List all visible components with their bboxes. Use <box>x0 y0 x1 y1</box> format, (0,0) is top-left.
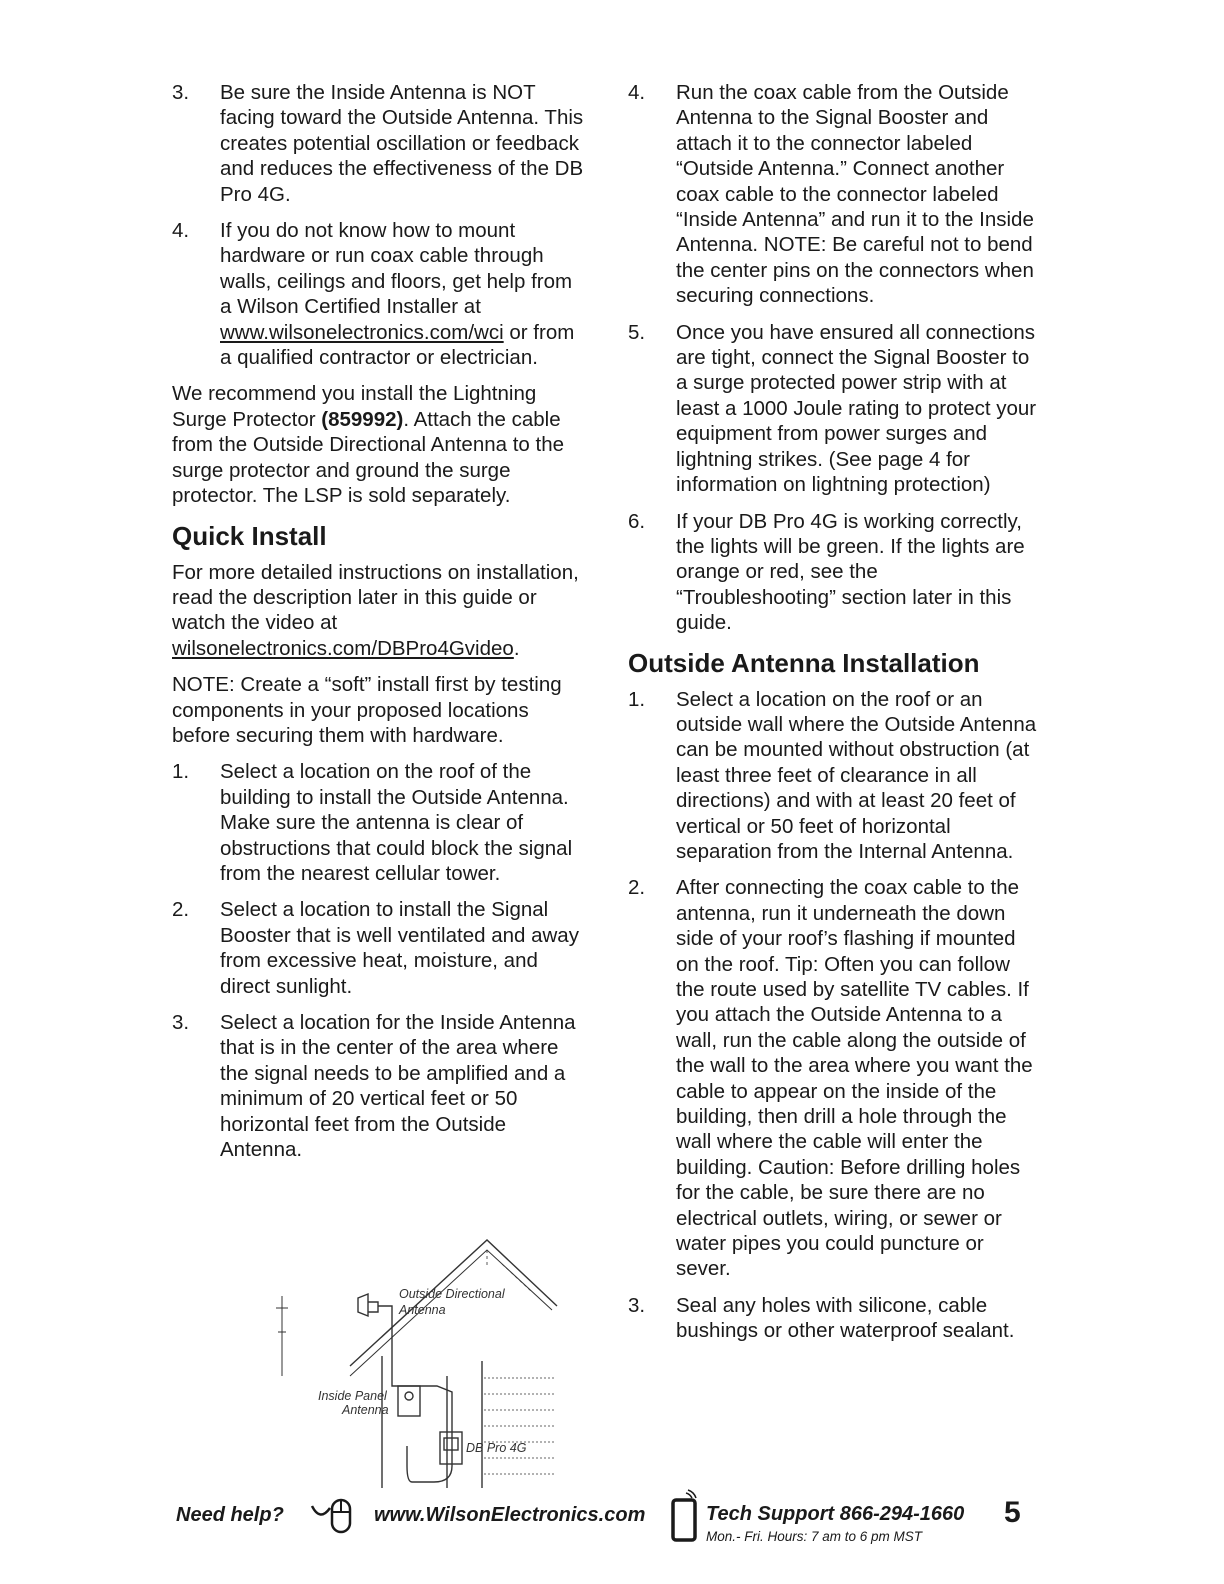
booster-screen <box>444 1438 458 1450</box>
mouse-icon <box>310 1496 366 1536</box>
outside-antenna-shape <box>358 1294 368 1316</box>
list-number: 2. <box>628 876 646 900</box>
list-text: Select a location to install the Signal Booster that is well ventilated and away from excessive heat, moisture, and direct sunlight. <box>220 898 579 998</box>
list-text: Select a location on the roof or an outside wall where the Outside Antenna can be mounted without obstruction (at least three feet of clearance in all directions) and with at least 20 feet of vertical or 50 feet of horizontal separation from the Internal Antenna. <box>676 687 1037 863</box>
list-text: Select a location on the roof of the building to install the Outside Antenna. Make sure the antenna is clear of obstructions that could block the signal from the nearest cellular tower. <box>220 760 573 885</box>
need-help-text: Need help? <box>176 1504 284 1526</box>
text-segment: We recommend you install the Lightning Surge Protector <box>172 382 537 431</box>
list-item <box>628 1293 1040 1344</box>
list-item <box>172 1010 584 1162</box>
roof-inner-line <box>350 1250 552 1376</box>
right-column <box>628 80 1040 1355</box>
website-link[interactable]: www.WilsonElectronics.com <box>374 1504 646 1526</box>
siding-lines <box>484 1378 554 1474</box>
pole-shape <box>276 1296 288 1376</box>
list-text: After connecting the coax cable to the antenna, run it underneath the down side of your roof’s flashing if mounted on the roof. Tip: Often you can follow the route used by satellite TV cables. If you attach the Outside Antenna to a wall, run the cable along the outside of the wall to the area where you want the cable to appear on the inside of the building, then drill a hole through the wall where the cable will enter the building. Caution: Before drilling holes for the cable, be sure there are no electrical outlets, wiring, or sewer or water pipes you could puncture or sever. <box>676 876 1033 1281</box>
list-text: Once you have ensured all connections are tight, connect the Signal Booster to a surge protected power strip with at least a 1000 Joule rating to protect your equipment from power surges and lightning strikes. (See page 4 for information on lightning protection) <box>676 320 1037 497</box>
list-item <box>628 80 1040 309</box>
list-number: 5. <box>628 320 646 344</box>
text-segment: If you do not know how to mount hardware or run coax cable through walls, ceilings and floors, get help from a Wilson Certified Installer at <box>220 219 573 319</box>
page-number: 5 <box>1004 1496 1021 1529</box>
outside-antenna-label-1: Outside Directional <box>399 1287 505 1301</box>
list-item <box>628 320 1040 498</box>
outside-antenna-label-2: Antenna <box>399 1303 446 1317</box>
list-text: Seal any holes with silicone, cable bushings or other waterproof sealant. <box>676 1293 1015 1343</box>
list-item <box>172 897 584 999</box>
installation-diagram <box>262 1236 562 1490</box>
text-segment: For more detailed instructions on installation, read the description later in this guide or watch the video at <box>172 560 579 635</box>
support-hours: Mon.- Fri. Hours: 7 am to 6 pm MST <box>706 1529 923 1544</box>
list-text: Run the coax cable from the Outside Antenna to the Signal Booster and attach it to the connector labeled “Outside Antenna.” Connect another coax cable to the connector labeled “Inside Antenna” and run it to the Inside Antenna. NOTE: Be careful not to bend the center pins on the connectors when securing connections. <box>676 81 1034 308</box>
list-item <box>628 687 1040 865</box>
text-segment: . Attach the cable from the Outside Directional Antenna to the surge protector and ground the surge protector. The LSP is sold separately. <box>172 407 565 508</box>
inside-antenna-label-1: Inside Panel <box>318 1389 387 1403</box>
list-number: 2. <box>172 898 190 922</box>
inside-panel-antenna-shape <box>398 1386 420 1416</box>
list-number: 1. <box>172 760 190 784</box>
tech-support-text: Tech Support 866-294-1660 <box>706 1503 965 1525</box>
part-number: (859992) <box>321 407 404 431</box>
list-text: Select a location for the Inside Antenna that is in the center of the area where the signal needs to be amplified and a minimum of 20 vertical feet or 50 horizontal feet from the Outside Antenna. <box>220 1011 576 1162</box>
text-segment: or from a qualified contractor or electrician. <box>220 320 575 370</box>
list-number: 4. <box>628 81 646 104</box>
list-item <box>628 875 1040 1282</box>
list-item <box>172 80 584 207</box>
outside-antenna-mount <box>368 1302 378 1312</box>
phone-icon <box>670 1488 700 1544</box>
left-column <box>172 80 584 1173</box>
coax-cable <box>392 1356 452 1482</box>
lsp-paragraph <box>172 381 584 508</box>
list-number: 6. <box>628 509 646 533</box>
quick-install-heading: Quick Install <box>172 520 327 551</box>
list-number: 3. <box>172 81 190 104</box>
list-item <box>172 759 584 886</box>
list-item <box>172 218 584 370</box>
video-link[interactable]: wilsonelectronics.com/DBPro4Gvideo <box>172 636 514 660</box>
note-paragraph: NOTE: Create a “soft” install first by testing components in your proposed locations before securing them with hardware. <box>172 673 562 747</box>
list-number: 4. <box>172 219 190 243</box>
wci-link[interactable]: www.wilsonelectronics.com/wci <box>220 320 504 344</box>
list-text <box>220 218 584 370</box>
list-number: 3. <box>628 1293 646 1317</box>
list-number: 1. <box>628 687 646 711</box>
list-text: Be sure the Inside Antenna is NOT facing toward the Outside Antenna. This creates potential oscillation or feedback and reduces the effectiveness of the DB Pro 4G. <box>220 81 584 206</box>
outside-antenna-heading: Outside Antenna Installation <box>628 647 980 678</box>
text-segment: . <box>513 636 520 660</box>
quick-intro-paragraph <box>172 560 584 662</box>
list-number: 3. <box>172 1011 190 1034</box>
inside-antenna-label-2: Antenna <box>342 1403 389 1417</box>
list-item <box>628 509 1040 636</box>
booster-shape <box>440 1432 462 1464</box>
inside-antenna-detail <box>405 1392 413 1400</box>
footer <box>0 1488 1224 1558</box>
list-text: If your DB Pro 4G is working correctly, the lights will be green. If the lights are orange or red, see the “Troubleshooting” section later in this guide. <box>676 509 1025 635</box>
booster-label: DB Pro 4G <box>466 1441 527 1455</box>
